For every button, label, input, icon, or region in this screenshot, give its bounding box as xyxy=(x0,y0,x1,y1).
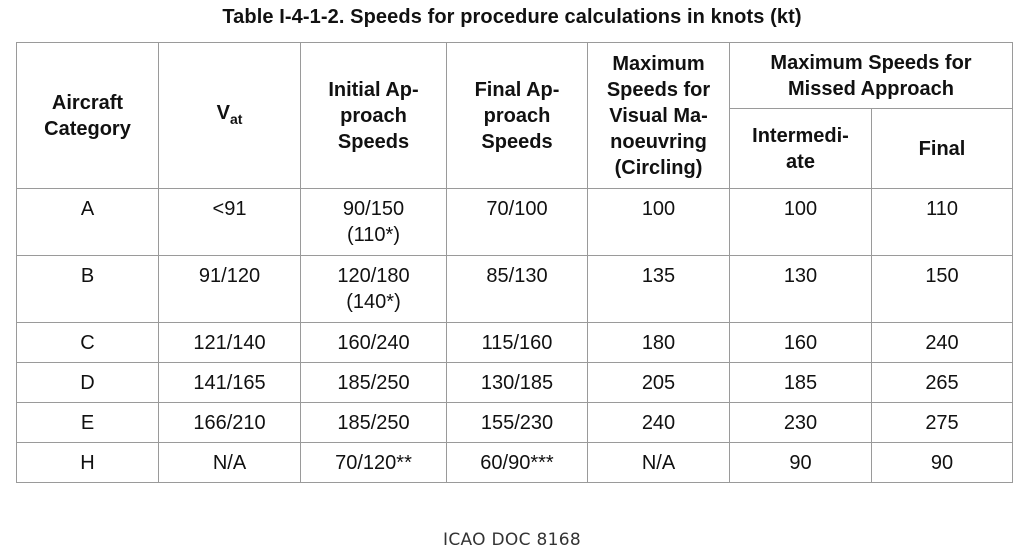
cell-visual: 135 xyxy=(588,256,730,323)
cell-vat: N/A xyxy=(159,443,301,483)
table-row xyxy=(17,403,1013,443)
cell-category: C xyxy=(17,323,159,363)
cell-intermediate: 100 xyxy=(730,189,872,256)
table-title: Table I-4-1-2. Speeds for procedure calculations in knots (kt) xyxy=(222,6,802,28)
cell-visual: 180 xyxy=(588,323,730,363)
cell-visual: 240 xyxy=(588,403,730,443)
cell-intermediate: 90 xyxy=(730,443,872,483)
cell-category: A xyxy=(17,189,159,256)
cell-category: B xyxy=(17,256,159,323)
cell-initial: 185/250 xyxy=(301,403,447,443)
cell-final-approach: 155/230 xyxy=(447,403,588,443)
cell-intermediate: 230 xyxy=(730,403,872,443)
cell-vat: 91/120 xyxy=(159,256,301,323)
cell-initial: 160/240 xyxy=(301,323,447,363)
cell-final-approach: 130/185 xyxy=(447,363,588,403)
header-intermediate: Intermedi- ate xyxy=(730,109,872,189)
cell-vat: <91 xyxy=(159,189,301,256)
cell-final: 265 xyxy=(872,363,1013,403)
table-row xyxy=(17,323,1013,363)
speeds-table xyxy=(16,42,1013,483)
cell-vat: 166/210 xyxy=(159,403,301,443)
cell-final-approach: 85/130 xyxy=(447,256,588,323)
cell-final: 150 xyxy=(872,256,1013,323)
cell-initial: 90/150 (110*) xyxy=(301,189,447,256)
header-final: Final xyxy=(872,109,1013,189)
table-row xyxy=(17,189,1013,256)
table-row xyxy=(17,363,1013,403)
table-row xyxy=(17,443,1013,483)
cell-final-approach: 70/100 xyxy=(447,189,588,256)
cell-visual: 205 xyxy=(588,363,730,403)
cell-final: 110 xyxy=(872,189,1013,256)
cell-vat: 141/165 xyxy=(159,363,301,403)
table-row xyxy=(17,256,1013,323)
header-aircraft-category: Aircraft Category xyxy=(17,43,159,189)
cell-visual: N/A xyxy=(588,443,730,483)
cell-vat: 121/140 xyxy=(159,323,301,363)
cell-intermediate: 130 xyxy=(730,256,872,323)
cell-category: E xyxy=(17,403,159,443)
header-row xyxy=(17,43,1013,109)
cell-final: 90 xyxy=(872,443,1013,483)
header-initial-approach-speeds: Initial Ap- proach Speeds xyxy=(301,43,447,189)
cell-final-approach: 115/160 xyxy=(447,323,588,363)
cell-visual: 100 xyxy=(588,189,730,256)
cell-final: 240 xyxy=(872,323,1013,363)
cell-final: 275 xyxy=(872,403,1013,443)
cell-initial: 70/120** xyxy=(301,443,447,483)
cell-intermediate: 160 xyxy=(730,323,872,363)
cell-initial: 185/250 xyxy=(301,363,447,403)
cell-intermediate: 185 xyxy=(730,363,872,403)
cell-category: D xyxy=(17,363,159,403)
source-caption: ICAO DOC 8168 xyxy=(443,530,581,550)
cell-category: H xyxy=(17,443,159,483)
cell-initial: 120/180 (140*) xyxy=(301,256,447,323)
header-visual-manoeuvring: Maximum Speeds for Visual Ma- noeuvring (Circling) xyxy=(588,43,730,189)
header-vat: $V_{at}$ xyxy=(159,43,301,189)
header-missed-approach-group: Maximum Speeds for Missed Approach xyxy=(730,43,1013,109)
cell-final-approach: 60/90*** xyxy=(447,443,588,483)
header-final-approach-speeds: Final Ap- proach Speeds xyxy=(447,43,588,189)
